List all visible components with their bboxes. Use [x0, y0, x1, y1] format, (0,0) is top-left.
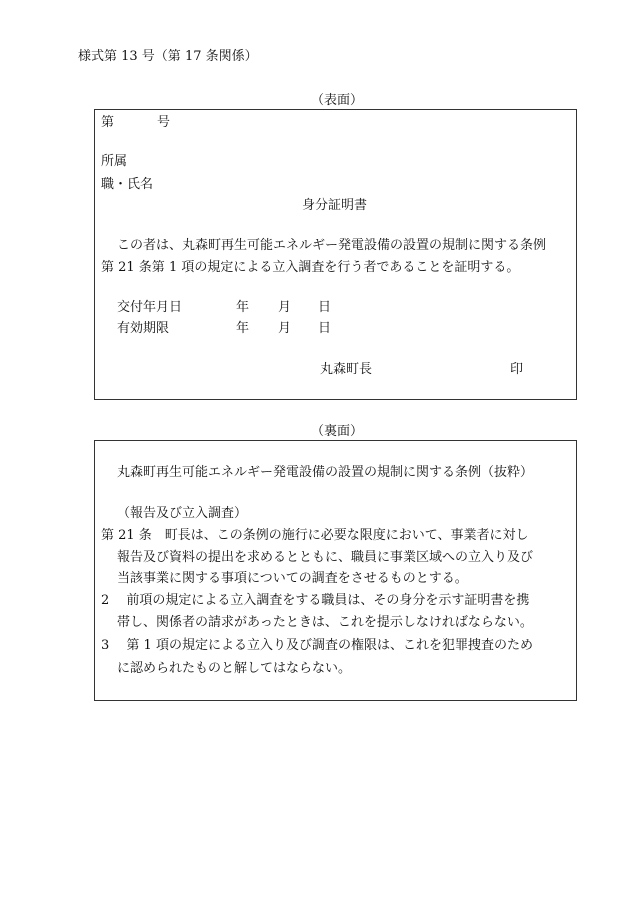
ordinance-title: 丸森町再生可能エネルギー発電設備の設置の規制に関する条例（抜粋） [117, 465, 534, 480]
number-suffix: 号 [157, 115, 171, 130]
issue-year: 年 [236, 300, 250, 315]
article-21-line-3: 当該事業に関する事項についての調査をさせるものとする。 [117, 571, 468, 586]
issue-month: 月 [278, 300, 292, 315]
expiry-day: 日 [318, 321, 332, 336]
expiry-label: 有効期限 [117, 321, 170, 336]
issuer-name: 丸森町長 [320, 362, 373, 377]
certificate-body-line-1: この者は、丸森町再生可能エネルギー発電設備の設置の規制に関する条例 [117, 238, 547, 253]
back-card [94, 440, 577, 701]
position-name-label: 職・氏名 [101, 177, 154, 192]
number-prefix: 第 [101, 115, 115, 130]
issue-day: 日 [318, 300, 332, 315]
back-caption: （裏面） [311, 424, 364, 439]
section-heading: （報告及び立入調査） [117, 506, 248, 521]
affiliation-label: 所属 [101, 154, 128, 169]
form-number-label: 様式第 13 号（第 17 条関係） [78, 49, 258, 64]
article-21-line-1: 第 21 条 町長は、この条例の施行に必要な限度において、事業者に対し [101, 528, 529, 543]
paragraph-2-line-2: 帯し、関係者の請求があったときは、これを提示しなければならない。 [117, 615, 533, 630]
seal-mark: 印 [510, 362, 524, 377]
front-caption: （表面） [311, 93, 364, 108]
paragraph-2-line-1: 2 前項の規定による立入調査をする職員は、その身分を示す証明書を携 [101, 593, 530, 608]
document-title: 身分証明書 [302, 198, 368, 213]
article-21-line-2: 報告及び資料の提出を求めるとともに、職員に事業区域への立入り及び [117, 550, 534, 565]
expiry-month: 月 [278, 321, 292, 336]
expiry-year: 年 [236, 321, 250, 336]
certificate-body-line-2: 第 21 条第 1 項の規定による立入調査を行う者であることを証明する。 [101, 260, 520, 275]
paragraph-3-line-2: に認められたものと解してはならない。 [117, 661, 352, 676]
issue-date-label: 交付年月日 [117, 300, 183, 315]
front-card [94, 109, 577, 400]
paragraph-3-line-1: 3 第 1 項の規定による立入り及び調査の権限は、これを犯罪捜査のため [101, 638, 533, 653]
